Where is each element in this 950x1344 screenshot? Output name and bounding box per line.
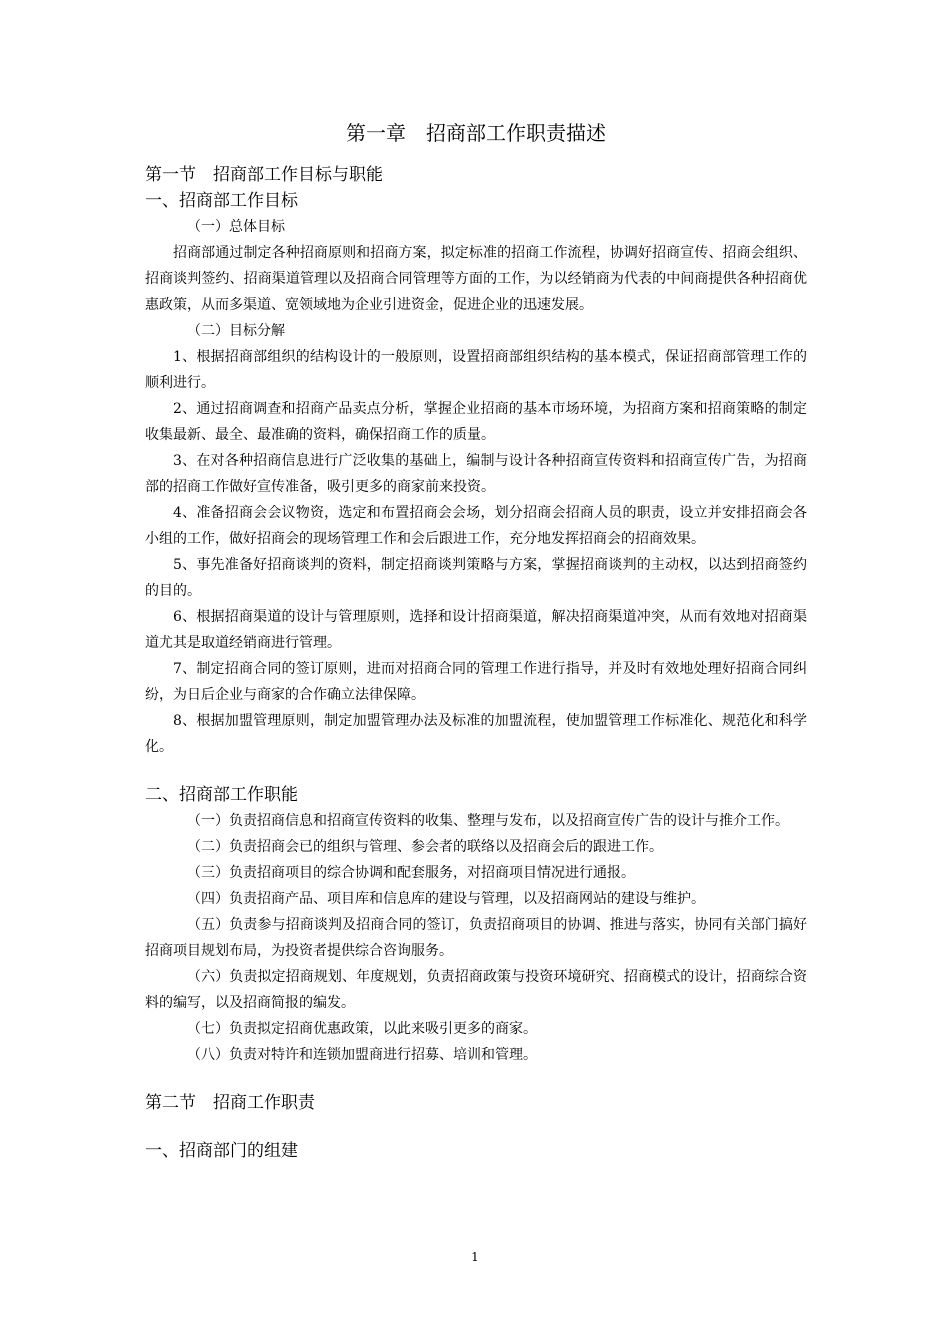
page-number: 1 <box>471 1250 479 1264</box>
goal-item: 6、根据招商渠道的设计与管理原则，选择和设计招商渠道，解决招商渠道冲突，从而有效地对招商渠道尤其是取道经销商进行管理。 <box>145 609 807 651</box>
goal-item: 1、根据招商部组织的结构设计的一般原则，设置招商部组织结构的基本模式，保证招商部管理工作的顺利进行。 <box>145 349 807 391</box>
goal-item: 7、制定招商合同的签订原则，进而对招商合同的管理工作进行指导，并及时有效地处理好招商合同纠纷，为日后企业与商家的合作确立法律保障。 <box>145 661 807 703</box>
goal-item: 8、根据加盟管理原则，制定加盟管理办法及标准的加盟流程，使加盟管理工作标准化、规范化和科学化。 <box>145 713 807 755</box>
goal-item: 5、事先准备好招商谈判的资料，制定招商谈判策略与方案，掌握招商谈判的主动权，以达到招商签约的目的。 <box>145 557 807 599</box>
goal-item: 4、准备招商会会议物资，选定和布置招商会会场，划分招商会招商人员的职责，设立并安排招商会各小组的工作，做好招商会的现场管理工作和会后跟进工作，充分地发挥招商会的招商效果。 <box>145 505 807 547</box>
goal-item: 3、在对各种招商信息进行广泛收集的基础上，编制与设计各种招商宣传资料和招商宣传广告，为招商部的招商工作做好宣传准备，吸引更多的商家前来投资。 <box>145 453 807 495</box>
function-item: （二）负责招商会已的组织与管理、参会者的联络以及招商会后的跟进工作。 <box>187 839 663 855</box>
chapter-title: 第一章 招商部工作职责描述 <box>346 121 606 145</box>
function-item: （五）负责参与招商谈判及招商合同的签订，负责招商项目的协调、推进与落实，协同有关部门搞好招商项目规划布局，为投资者提供综合咨询服务。 <box>145 917 807 959</box>
function-item: （六）负责拟定招商规划、年度规划，负责招商政策与投资环境研究、招商模式的设计，招商综合资料的编写，以及招商简报的编发。 <box>145 969 807 1011</box>
function-item: （一）负责招商信息和招商宣传资料的收集、整理与发布，以及招商宣传广告的设计与推介工作。 <box>187 813 789 829</box>
subheading-overall-goal: （一）总体目标 <box>187 219 285 235</box>
function-item: （七）负责拟定招商优惠政策，以此来吸引更多的商家。 <box>187 1021 537 1037</box>
function-item: （三）负责招商项目的综合协调和配套服务，对招商项目情况进行通报。 <box>187 865 635 881</box>
function-item: （四）负责招商产品、项目库和信息库的建设与管理，以及招商网站的建设与维护。 <box>187 891 705 907</box>
part-2-title: 二、招商部工作职能 <box>145 785 298 805</box>
function-item: （八）负责对特许和连锁加盟商进行招募、培训和管理。 <box>187 1047 537 1063</box>
page-content <box>145 118 807 1164</box>
overall-goal-paragraph: 招商部通过制定各种招商原则和招商方案，拟定标准的招商工作流程，协调好招商宣传、招商会组织、招商谈判签约、招商渠道管理以及招商合同管理等方面的工作，为以经销商为代表的中间商提供各种招商优惠政策，从而多渠道、宽领域地为企业引进资金，促进企业的迅速发展。 <box>145 245 807 313</box>
section-1-title: 第一节 招商部工作目标与职能 <box>145 165 383 185</box>
subheading-goal-breakdown: （二）目标分解 <box>187 323 285 339</box>
goal-item: 2、通过招商调查和招商产品卖点分析，掌握企业招商的基本市场环境，为招商方案和招商策略的制定收集最新、最全、最准确的资料，确保招商工作的质量。 <box>145 401 807 443</box>
part-1-title: 一、招商部工作目标 <box>145 191 298 211</box>
section-2-part-1-title: 一、招商部门的组建 <box>145 1141 298 1161</box>
section-2-title: 第二节 招商工作职责 <box>145 1093 315 1113</box>
